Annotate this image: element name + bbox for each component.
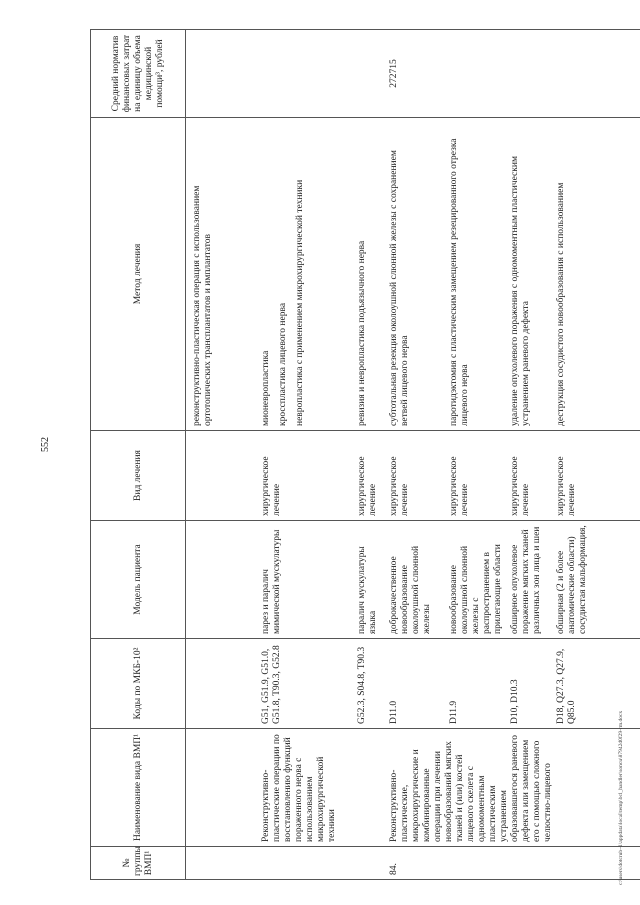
cell-model: обширное опухолевое поражение мягких тканей различных зон лица и шеи [507,521,553,639]
header-type: Вид лечения [91,431,186,521]
header-codes: Коды по МКБ-10² [91,639,186,729]
cell-method: реконструктивно-пластическая операция с использованием ортотопических трансплантатов и имплантатов [186,118,258,431]
header-method: Метод лечения [91,118,186,431]
cell-method: удаление опухолевого поражения с одномоментным пластическим устранением раневого дефекта [507,118,553,431]
cell-model: доброкачественное новообразование околоушной слюнной железы [386,521,446,639]
cell-model [186,521,258,639]
header-model: Модель пациента [91,521,186,639]
cell-group [186,847,258,880]
cell-codes: D11.0 [386,639,446,729]
cell-cost [258,30,354,118]
cell-model: новообразование околоушной слюнной железы с распространением в прилегающие области [446,521,507,639]
table-header-row [91,30,186,880]
cell-group [258,847,354,880]
cell-type: хирургическое лечение [354,431,386,521]
cell-type: хирургическое лечение [386,431,446,521]
table-row [186,30,258,880]
cell-codes: D18, Q27.3, Q27.9, Q85.0 [553,639,640,729]
cell-name [186,729,258,847]
header-name: Наименование вида ВМП¹ [91,729,186,847]
cell-model: паралич мускулатуры языка [354,521,386,639]
cell-group: 84. [386,847,446,880]
cell-type: хирургическое лечение [553,431,640,521]
cell-group [354,847,386,880]
cell-group [446,847,507,880]
cell-type: хирургическое лечение [446,431,507,521]
cell-cost [186,30,258,118]
cell-model: обширная (2 и более анатомические области) сосудистая мальформация, [553,521,640,639]
cell-cost [446,30,507,118]
cell-cost [507,30,553,118]
cell-method: паротидэктомия с пластическим замещением резецированного отрезка лицевого нерва [446,118,507,431]
cell-name: Реконструктивно-пластические операции по восстановлению функций пораженного нерва с использованием микрохирургической техники [258,729,354,847]
table-row [354,30,386,880]
table-row [258,30,354,880]
cell-method: субтотальная резекция околоушной слюнной железы с сохранением ветвей лицевого нерва [386,118,446,431]
method-line: кросспластика лицевого нерва [277,302,288,426]
cell-codes: G51, G51.9, G51.0, G51.8, T90.3, G52.8 [258,639,354,729]
cell-codes [186,639,258,729]
cell-codes: G52.3, S04.8, T90.3 [354,639,386,729]
cell-codes: D11.9 [446,639,507,729]
cell-method: ревизия и невропластика подъязычного нерва [354,118,386,431]
cell-method [258,118,354,431]
vmp-table [90,29,640,880]
rotated-page-content [90,30,640,880]
cell-method: деструкция сосудистого новообразования с использованием [553,118,640,431]
document-file-path: c:\users\dotcrub~1\appdata\local\temp\bcl_handler\soncu\87942d0f29-rm.docx [618,710,624,885]
cell-name: Реконструктивно-пластические, микрохирургические и комбинированные операции при лечении новообразований мягких тканей и (или) костей лицевого скелета с одномоментным пластическим устранением образовавшегося раневого дефекта или замещением его с помощью сложного челюстно-лицевого [386,729,640,847]
cell-cost: 272715 [386,30,446,118]
table-row [386,30,446,880]
cell-cost [553,30,640,118]
cell-cost [354,30,386,118]
cell-group [507,847,553,880]
cell-type [186,431,258,521]
cell-codes: D10, D10.3 [507,639,553,729]
page-number: 552 [40,437,51,452]
method-line: невропластика с применением микрохирургической техники [294,179,305,426]
cell-type: хирургическое лечение [507,431,553,521]
method-line: мионевропластика [260,350,271,426]
cell-group [553,847,640,880]
cell-model: парез и паралич мимической мускулатуры [258,521,354,639]
cell-type: хирургическое лечение [258,431,354,521]
header-group: № группы ВМП¹ [91,847,186,880]
cell-name [354,729,386,847]
header-cost: Средний норматив финансовых затрат на единицу объема медицинской помощи³, рублей [91,30,186,118]
